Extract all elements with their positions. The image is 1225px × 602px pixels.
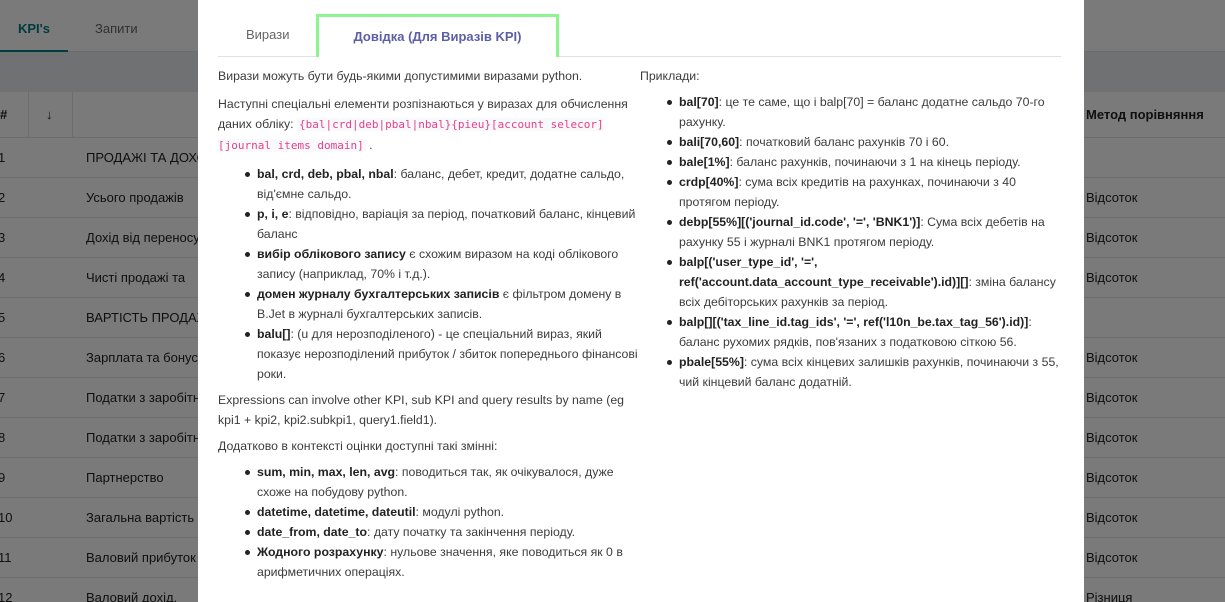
example-item bbox=[640, 172, 1060, 212]
item-term: bal[70] bbox=[679, 95, 719, 109]
item-term: date_from, date_to bbox=[257, 525, 368, 539]
help-left-column bbox=[218, 66, 638, 588]
variable-item bbox=[218, 462, 638, 502]
examples-list bbox=[640, 92, 1060, 392]
item-description: : сума всіх кінцевих залишків рахунків, починаючи з 55, чий кінцевий баланс додатній. bbox=[679, 355, 1059, 389]
help-special-elements bbox=[218, 94, 638, 156]
item-term: bal, crd, deb, pbal, nbal bbox=[257, 167, 394, 181]
kpi-expression-dialog bbox=[198, 0, 1084, 602]
variable-item bbox=[218, 542, 638, 582]
item-term: домен журналу бухгалтерських записів bbox=[257, 287, 500, 301]
item-description: : початковий баланс рахунків 70 і 60. bbox=[739, 135, 950, 149]
item-term: p, i, e bbox=[257, 207, 289, 221]
item-description: є схожим виразом на коді облікового запису (наприклад, 70% і т.д.). bbox=[257, 247, 619, 281]
item-description: : поводиться так, як очікувалося, дуже схоже на побудову python. bbox=[257, 465, 614, 499]
item-description: : баланс, дебет, кредит, додатне сальдо, від'ємне сальдо. bbox=[257, 167, 625, 201]
item-term: sum, min, max, len, avg bbox=[257, 465, 396, 479]
dialog-tabs bbox=[218, 14, 1061, 57]
example-item bbox=[640, 152, 1060, 172]
variable-item bbox=[218, 522, 638, 542]
special-element-item bbox=[218, 244, 638, 284]
item-term: debp[55%][('journal_id.code', '=', 'BNK1')] bbox=[679, 215, 921, 229]
item-description: : Сума всіх дебетів на рахунку 55 і журналі BNK1 протягом періоду. bbox=[679, 215, 1045, 249]
item-description: є фільтром домену в B.Jet в журналі бухгалтерських записів. bbox=[257, 287, 622, 321]
item-description: : баланс рахунків, починаючи з 1 на кінець періоду. bbox=[729, 155, 1021, 169]
variable-item bbox=[218, 502, 638, 522]
item-description: : це те саме, що і balp[70] = баланс додатне сальдо 70-го рахунку. bbox=[679, 95, 1045, 129]
example-item bbox=[640, 352, 1060, 392]
help-right-column bbox=[640, 66, 1060, 398]
special-elements-list bbox=[218, 164, 638, 384]
special-tail: . bbox=[369, 138, 373, 152]
special-code: {bal|crd|deb|pbal|nbal}{pieu}[account selecor][journal items domain] bbox=[218, 118, 604, 152]
special-element-item bbox=[218, 284, 638, 324]
special-element-item bbox=[218, 164, 638, 204]
tab-expressions[interactable]: Вирази bbox=[246, 27, 290, 42]
item-description: : модулі python. bbox=[415, 505, 505, 519]
item-description: : баланс рухомих рядків, пов'язаних з податковою сіткою 56. bbox=[679, 315, 1032, 349]
item-description: : дату початку та закінчення періоду. bbox=[367, 525, 576, 539]
item-term: bali[70,60] bbox=[679, 135, 740, 149]
item-term: balp[][('tax_line_id.tag_ids', '=', ref('l10n_be.tax_tag_56').id)] bbox=[679, 315, 1029, 329]
help-other-kpi: Expressions can involve other KPI, sub KPI and query results by name (eg kpi1 + kpi2, kpi2.subkpi1, query1.field1). bbox=[218, 393, 625, 427]
examples-title: Приклади: bbox=[640, 69, 700, 83]
item-description: : сума всіх кредитів на рахунках, починаючи з 40 протягом періоду. bbox=[679, 175, 1016, 209]
item-term: вибір облікового запису bbox=[257, 247, 406, 261]
special-element-item bbox=[218, 204, 638, 244]
tab-help[interactable]: Довідка (Для Виразів KPI) bbox=[316, 14, 559, 57]
item-description: : нульове значення, яке поводиться як 0 в арифметичних операціях. bbox=[257, 545, 623, 579]
example-item bbox=[640, 252, 1060, 312]
example-item bbox=[640, 132, 1060, 152]
item-description: : (u для нерозподіленого) - це спеціальний вираз, який показує нерозподілений прибуток / збиток попереднього фінансові роки. bbox=[257, 327, 638, 381]
item-term: bale[1%] bbox=[679, 155, 730, 169]
item-term: crdp[40%] bbox=[679, 175, 739, 189]
item-term: pbale[55%] bbox=[679, 355, 744, 369]
item-description: : зміна балансу всіх дебіторських рахунків за період. bbox=[679, 275, 1056, 309]
item-term: datetime, datetime, dateutil bbox=[257, 505, 416, 519]
example-item bbox=[640, 92, 1060, 132]
item-term: balp[('user_type_id', '=', ref('account.data_account_type_receivable').id)][] bbox=[679, 255, 969, 289]
special-element-item bbox=[218, 324, 638, 384]
special-lead: Наступні спеціальні елементи розпізнаються у виразах для обчислення даних обліку: bbox=[218, 97, 628, 131]
variables-list bbox=[218, 462, 638, 582]
help-vars-lead: Додатково в контексті оцінки доступні такі змінні: bbox=[218, 439, 498, 453]
item-term: balu[] bbox=[257, 327, 291, 341]
item-term: Жодного розрахунку bbox=[257, 545, 384, 559]
example-item bbox=[640, 312, 1060, 352]
item-description: : відповідно, варіація за період, початковий баланс, кінцевий баланс bbox=[257, 207, 636, 241]
example-item bbox=[640, 212, 1060, 252]
help-intro: Вирази можуть бути будь-якими допустимими виразами python. bbox=[218, 69, 583, 83]
